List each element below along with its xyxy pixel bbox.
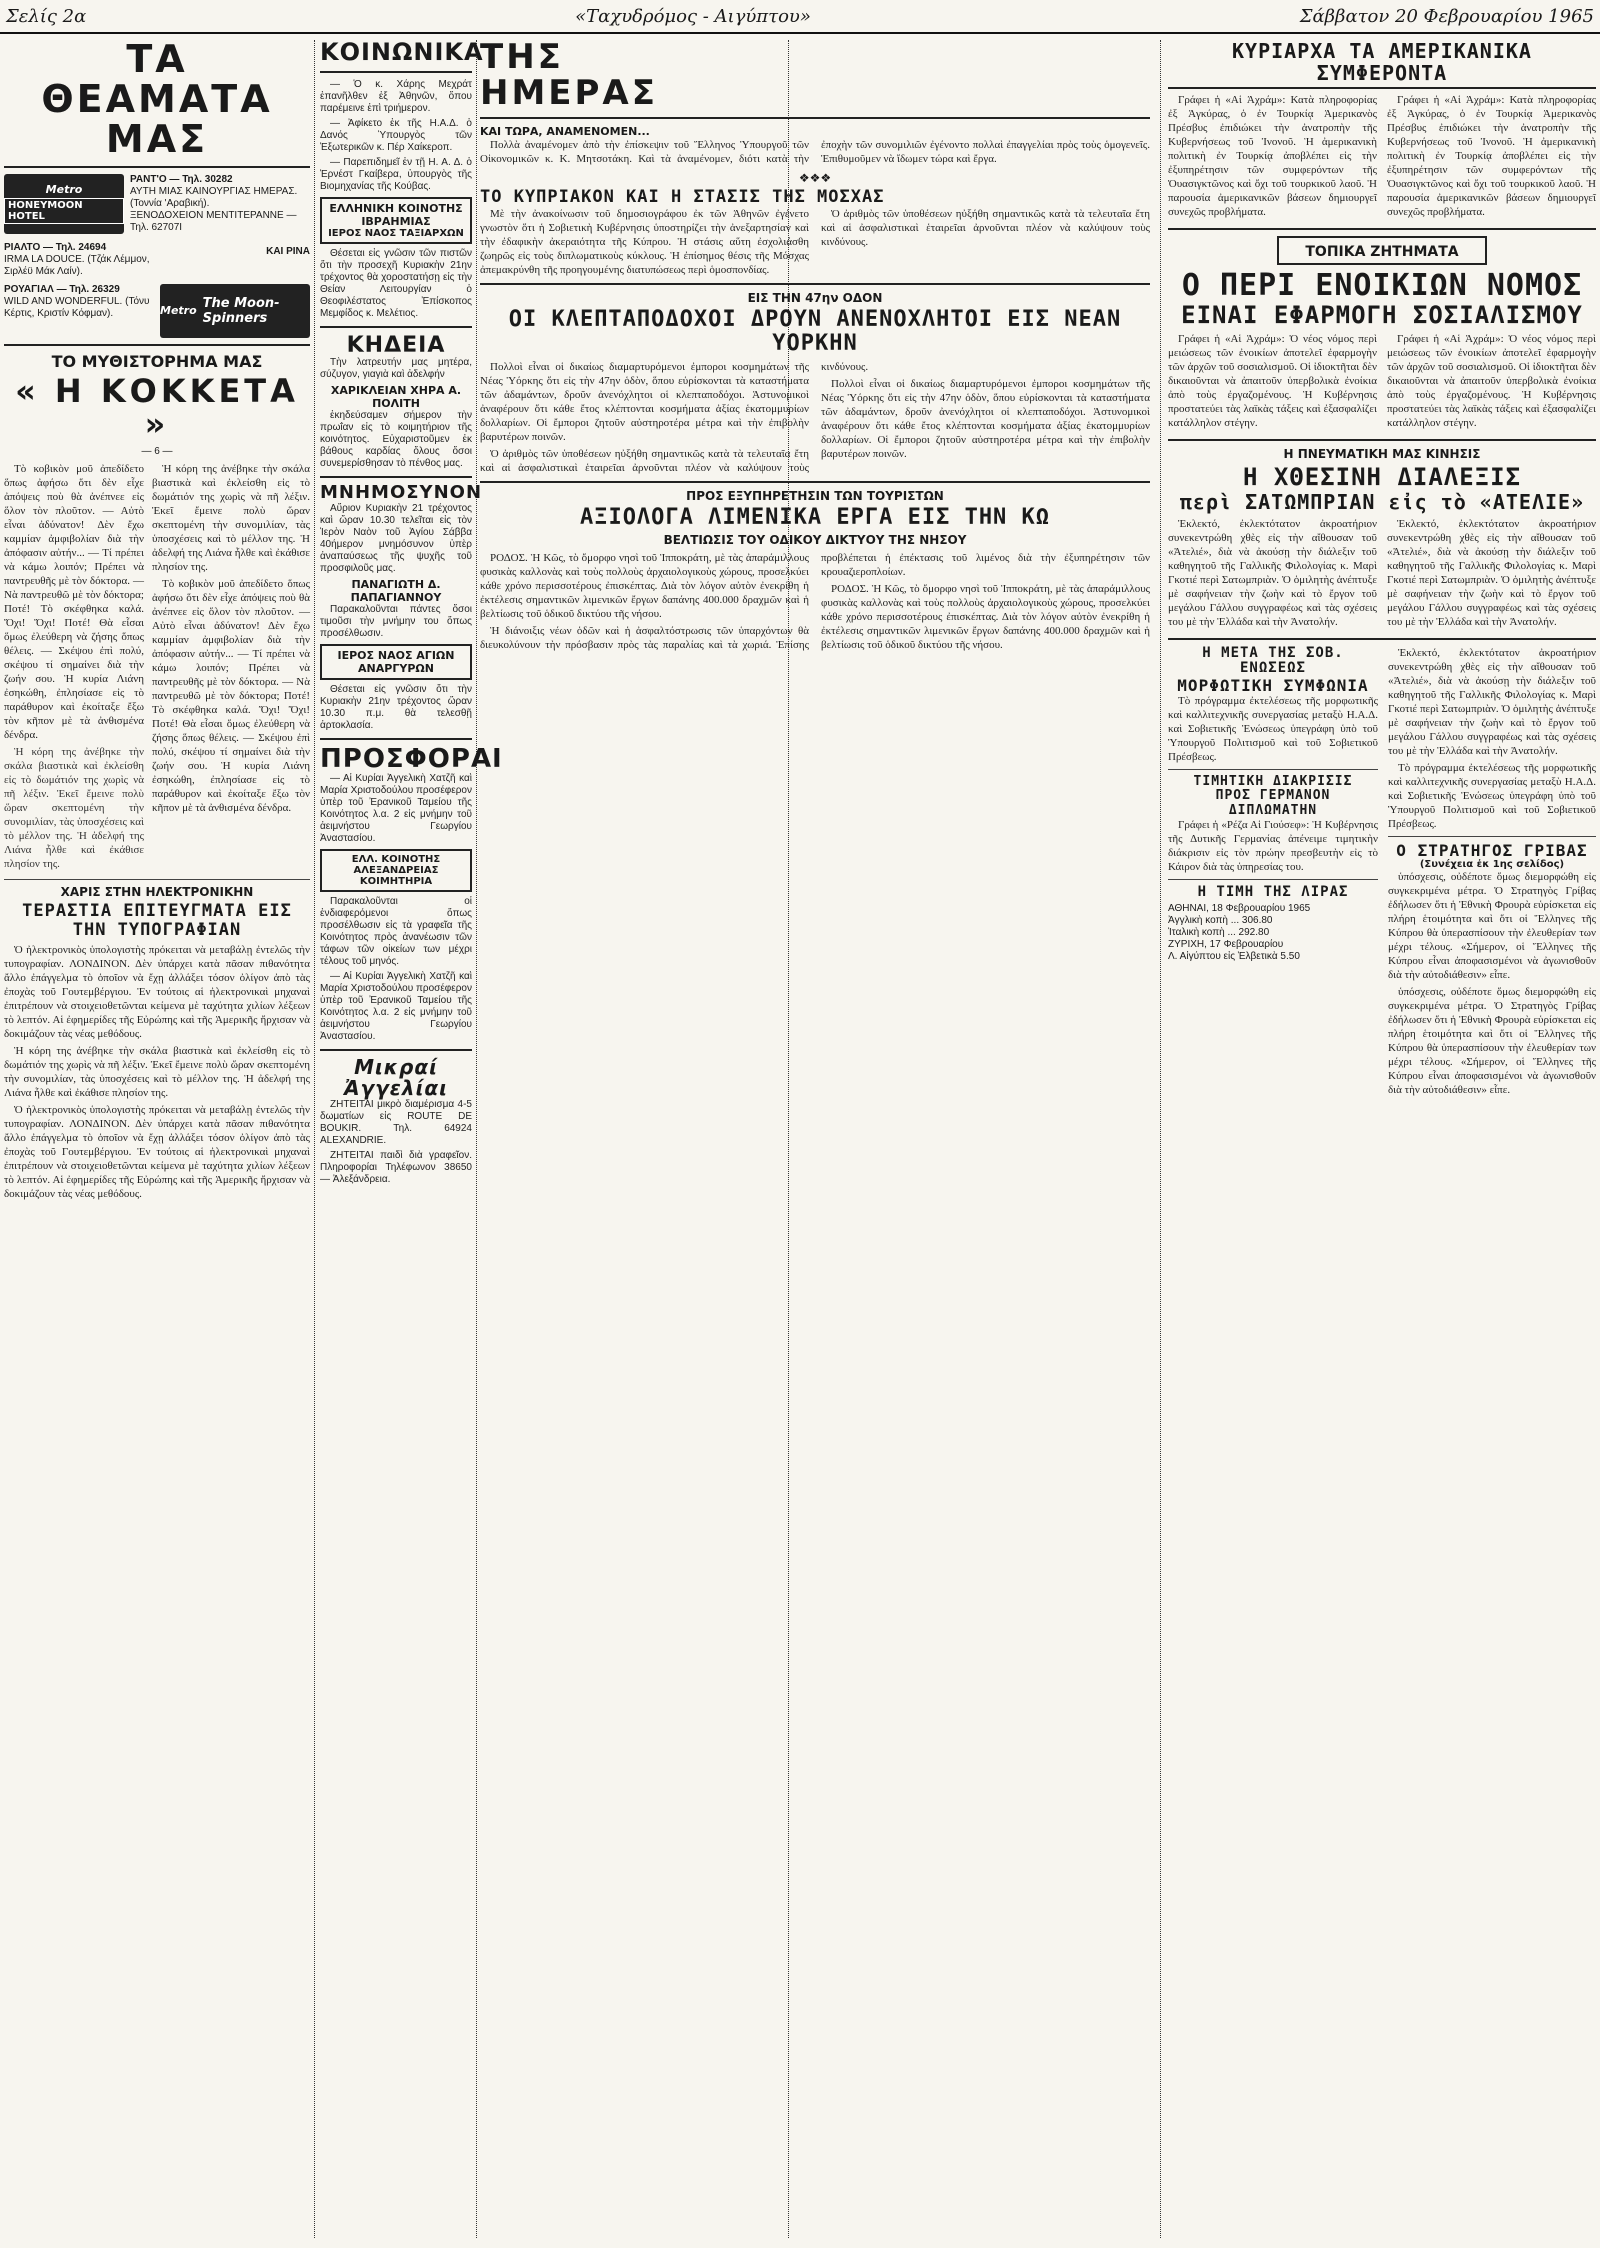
- exhibit-label: ΧΑΡΙΣ ΣΤΗΝ ΗΛΕΚΤΡΟΝΙΚΗΝ: [60, 884, 254, 899]
- column-rule: [476, 40, 477, 2238]
- divider: [320, 476, 472, 478]
- community-text-2: — Αἱ Κυρίαι Ἀγγελικὴ Χατζῆ καὶ Μαρία Χριστοδούλου προσέφερον ὑπὲρ τοῦ Ἐρανικοῦ Ταμείου τῆς Κοινότητος λ.α. 2 εἰς μνήμην τοῦ ἀειμνήστου Γεωργίου Ἀναστασίου.: [320, 971, 472, 1043]
- funeral-heading: ΚΗΔΕΙΑ: [346, 333, 446, 359]
- divider: [1388, 836, 1596, 837]
- ornament: ❖❖❖: [798, 170, 832, 185]
- church2-text: Θέσεται εἰς γνῶσιν ὅτι τὴν Κυριακὴν 21ην τρέχοντος ὥραν 10.30 π.μ. θὰ τελεσθῇ ἀρτοκλασία.: [320, 684, 472, 732]
- community-subtitle: ΚΟΙΜΗΤΗΡΙΑ: [359, 876, 433, 888]
- exhibit-text-2: Ἡ κόρη της ἀνέβηκε τὴν σκάλα βιαστικὰ καὶ ἐκλείσθη εἰς τὸ δωμάτιόν της χωρὶς νὰ πῆ λέξιν. Ἐκεῖ ἔμεινε πολὺ ὥραν σκεπτομένη τὴν συνομιλίαν, τὰς ὑποσχέσεις καὶ τὸ μέλλον της. Ἡ ἀδελφή της Λιάνα ἦλθε καὶ ἐκάθισε πλησίον της.: [4, 1045, 310, 1100]
- divider: [4, 879, 310, 880]
- us-interests-text: Γράφει ἡ «Αἱ Ἀχράμ»: Κατὰ πληροφορίας ἐξ Ἀγκύρας, ὁ ἐν Τουρκίᾳ Ἀμερικανὸς Πρέσβυς ἐπιδιώκει τὴν ἀνατροπὴν τῆς Κυβερνήσεως τοῦ Ἰνονοῦ. Ἡ ἀμερικανικὴ πολιτικὴ ἐν Τουρκίᾳ ἀποβλέπει εἰς τὴν ἐξυπηρέτησιν τῶν συμφερόντων τῆς Ὀυασιγκτῶνος καὶ ὄχι τοῦ τουρκικοῦ λαοῦ. Ἡ παρουσία ἀμερικανικῶν βάσεων δημιουργεῖ συνεχῶς προβλήματα.: [1168, 94, 1377, 218]
- classified-ad: ΖΗΤΕΙΤΑΙ παιδὶ διὰ γραφεῖον. Πληροφορίαι Τηλέφωνον 38650 — Ἀλεξάνδρεια.: [320, 1150, 472, 1186]
- kos-headline: ΑΞΙΟΛΟΓΑ ΛΙΜΕΝΙΚΑ ΕΡΓΑ ΕΙΣ ΤΗΝ ΚΩ: [579, 504, 1051, 530]
- ny-headline: ΟΙ ΚΛΕΠΤΑΠΟΔΟΧΟΙ ΔΡΟΥΝ ΑΝΕΝΟΧΛΗΤΟΙ ΕΙΣ ΝΕΑΝ ΥΟΡΚΗΝ: [508, 306, 1122, 356]
- grivas-continuation: (Συνέχεια ἐκ 1ης σελίδος): [1419, 859, 1565, 871]
- rent-law-headline-2: ΕΙΝΑΙ ΕΦΑΡΜΟΓΗ ΣΟΣΙΑΛΙΣΜΟΥ: [1181, 301, 1583, 329]
- lecture-continued-2: Τὸ πρόγραμμα ἐκτελέσεως τῆς μορφωτικῆς καὶ καλλιτεχνικῆς συνεργασίας μεταξὺ Η.Α.Δ. καὶ Σοβιετικῆς Ἑνώσεως ὑπεγράφη ὑπὸ τοῦ Ὑπουργοῦ Πολιτισμοῦ καὶ τοῦ Σοβιετικοῦ Πρέσβεως.: [1388, 761, 1596, 830]
- fx-line: ΑΘΗΝΑΙ, 18 Φεβρουαρίου 1965: [1168, 903, 1311, 915]
- us-interests-text-2: Γράφει ἡ «Αἱ Ἀχράμ»: Κατὰ πληροφορίας ἐξ Ἀγκύρας, ὁ ἐν Τουρκίᾳ Ἀμερικανὸς Πρέσβυς ἐπιδιώκει τὴν ἀνατροπὴν τῆς Κυβερνήσεως τοῦ Ἰνονοῦ. Ἡ ἀμερικανικὴ πολιτικὴ ἐν Τουρκίᾳ ἀποβλέπει εἰς τὴν ἐξυπηρέτησιν τῶν συμφερόντων τῆς Ὀυασιγκτῶνος καὶ ὄχι τοῦ τουρκικοῦ λαοῦ. Ἡ παρουσία ἀμερικανικῶν βάσεων δημιουργεῖ συνεχῶς προβλήματα.: [1387, 94, 1596, 218]
- social-item: — Παρεπιδημεῖ ἐν τῇ Η. Α. Δ. ὁ Ἐρνέστ Γκαίβερα, ὑπουργὸς τῆς Βιομηχανίας τῆς Κούβας.: [320, 157, 472, 193]
- ny-label: ΕΙΣ ΤΗΝ 47ην ΟΔΟΝ: [747, 290, 883, 305]
- lecture-headline-1: Η ΧΘΕΣΙΝΗ ΔΙΑΛΕΞΙΣ: [1242, 463, 1522, 492]
- funeral-text: Τὴν λατρευτήν μας μητέρα, σύζυγον, γιαγιὰ καὶ ἀδελφήν: [320, 357, 472, 381]
- funeral-name: ΧΑΡΙΚΛΕΙΑΝ ΧΗΡΑ Α. ΠΟΛΙΤΗ: [330, 384, 462, 411]
- exhibit-text-3: Ὁ ἠλεκτρονικὸς ὑπολογιστὴς πρόκειται νὰ μεταβάλῃ ἐντελῶς τὴν τυπογραφίαν. ΛΟΝΔΙΝΟΝ. Δὲν ὑπάρχει κατὰ πᾶσαν πιθανότητα ἄλλο ἐπάγγελμα τὸ ὁποῖον νὰ ἔχῃ ἀλλάξει τόσον ὀλίγον ἀπὸ τὰς ἐποχὰς τοῦ Γουτεμβέργιου. Ἐν τούτοις αἱ ἠλεκτρονικαὶ μηχαναὶ ἐπιτρέπουν νὰ στοιχειοθετῶνται κείμενα μὲ ταχύτητα χιλίων λέξεων τὸ λεπτόν. Αἱ ἐφημερίδες τῆς Εὐρώπης καὶ τῆς Ἀμερικῆς ἤρχισαν νὰ δοκιμάζουν τὰς νέας μεθόδους.: [4, 1104, 310, 1201]
- cinema-listing: ΡΟΥΑΓΙΑΛ — Τηλ. 26329: [4, 283, 120, 295]
- divider: [320, 326, 472, 328]
- kos-subheadline: ΒΕΛΤΙΩΣΙΣ ΤΟΥ ΟΔΙΚΟΥ ΔΙΚΤΥΟΥ ΤΗΣ ΝΗΣΟΥ: [663, 533, 967, 548]
- fx-line: Ἰταλικὴ κοπὴ ... 292.80: [1168, 927, 1270, 939]
- kos-text: ΡΟΔΟΣ. Ἡ Κῶς, τὸ ὄμορφο νησὶ τοῦ Ἱπποκράτη, μὲ τὰς ἀπαράμιλλους φυσικὰς καλλονὰς καὶ τοὺς πολλοὺς ἀρχαιολογικοὺς χώρους, προσελκύει κάθε χρόνο περισσοτέρους ἐπισκέπτας. Διὰ τὸν λόγον αὐτὸν ἐνεκρίθη ἡ ἐκτέλεσις σημαντικῶν λιμενικῶν ἔργων δαπάνης 400.000 δραχμῶν καὶ ἡ βελτίωσις τοῦ ὁδικοῦ δικτύου τῆς νήσου.: [480, 552, 809, 621]
- lead-subhead: ΚΑΙ ΤΩΡΑ, ΑΝΑΜΕΝΟΜΕΝ...: [480, 125, 650, 139]
- novel-part: — 6 —: [141, 445, 173, 457]
- offers-heading: ΠΡΟΣΦΟΡΑΙ: [320, 744, 503, 775]
- kos-text-3: ΡΟΔΟΣ. Ἡ Κῶς, τὸ ὄμορφο νησὶ τοῦ Ἱπποκράτη, μὲ τὰς ἀπαράμιλλους φυσικὰς καλλονὰς καὶ τοὺς πολλοὺς ἀρχαιολογικοὺς χώρους, προσελκύει κάθε χρόνο περισσοτέρους ἐπισκέπτας. Διὰ τὸν λόγον αὐτὸν ἐνεκρίθη ἡ ἐκτέλεσις σημαντικῶν λιμενικῶν ἔργων δαπάνης 400.000 δραχμῶν καὶ ἡ βελτίωσις τοῦ ὁδικοῦ δικτύου τῆς νήσου.: [821, 583, 1150, 652]
- community-box: [320, 849, 472, 892]
- divider: [4, 166, 310, 168]
- column-rule: [314, 40, 315, 2238]
- cinema-ad-moonspinners: [160, 284, 310, 338]
- community-text: Παρακαλοῦνται οἱ ἐνδιαφερόμενοι ὅπως προσέλθωσιν εἰς τὰ γραφεῖα τῆς Κοινότητος πρὸς ἀνανέωσιν τῶν τάφων τῶν οἰκείων των μέχρι τέλους τοῦ μηνός.: [320, 896, 472, 968]
- column-social: [320, 38, 503, 2238]
- divider: [1168, 228, 1596, 230]
- cyprus-headline: ΤΟ ΚΥΠΡΙΑΚΟΝ ΚΑΙ Η ΣΤΑΣΙΣ ΤΗΣ ΜΟΣΧΑΣ: [480, 186, 885, 207]
- fx-line: ΖΥΡΙΧΗ, 17 Φεβρουαρίου: [1168, 939, 1284, 951]
- ad-title: HONEYMOON HOTEL: [4, 198, 124, 224]
- fx-line: Λ. Αἰγύπτου εἰς Ἑλβετικὰ 5.50: [1168, 951, 1300, 963]
- ad-title: The Moon-Spinners: [202, 295, 280, 326]
- soviet-headline-1: Η ΜΕΤΑ ΤΗΣ ΣΟΒ. ΕΝΩΣΕΩΣ: [1202, 644, 1344, 677]
- ny-text-3: Πολλοὶ εἶναι οἱ δικαίως διαμαρτυρόμενοι ἐμποροι κοσμημάτων τῆς Νέας Ὑόρκης ὅτι εἰς τὴν 47ην ὁδὸν, ὅπου εὑρίσκονται τὰ καταστήματα τῶν ἀδαμάντων, δροῦν ἀνενόχλητοι οἱ κλεπταποδόχοι. Ἀστυνομικοὶ ἀναφέρουν ὅτι κάθε ἔτος κλέπτονται κοσμήματα ἀξίας ἑκατομμυρίων δολλαρίων. Οἱ ἔμποροι ζητοῦν αὐστηροτέρα μέτρα καὶ τὴν ἐπιβολὴν βαρυτέρων ποινῶν.: [821, 377, 1150, 460]
- cinema-listing: ΡΙΑΛΤΟ — Τηλ. 24694: [4, 241, 107, 253]
- social-item: — Ἀφίκετο ἐκ τῆς Η.Α.Δ. ὁ Δανός Ὑπουργὸς τῶν Ἐξωτερικῶν κ. Πέρ Χαίκεροπ.: [320, 118, 472, 154]
- divider: [1168, 638, 1596, 640]
- novel-text-continued: Ἡ κόρη της ἀνέβηκε τὴν σκάλα βιαστικὰ καὶ ἐκλείσθη εἰς τὸ δωμάτιόν της χωρὶς νὰ πῆ λέξιν. Ἐκεῖ ἔμεινε πολὺ ὥραν σκεπτομένη τὴν συνομιλίαν, τὰς ὑποσχέσεις καὶ τὸ μέλλον της. Ἡ ἀδελφή της Λιάνα ἦλθε καὶ ἐκάθισε πλησίον της.: [4, 745, 144, 870]
- memorial-text-2: Παρακαλοῦνται πάντες ὅσοι τιμοῦσι τὴν μνήμην του ὅπως προσέλθωσιν.: [320, 604, 472, 640]
- fx-line: Ἀγγλικὴ κοπὴ ... 306.80: [1168, 915, 1273, 927]
- column-today: [480, 37, 1150, 2238]
- local-issues-title: ΤΟΠΙΚΑ ΖΗΤΗΜΑΤΑ: [1305, 244, 1459, 260]
- novel-text-dup: Ἡ κόρη της ἀνέβηκε τὴν σκάλα βιαστικὰ καὶ ἐκλείσθη εἰς τὸ δωμάτιόν της χωρὶς νὰ πῆ λέξιν. Ἐκεῖ ἔμεινε πολὺ ὥραν σκεπτομένη τὴν συνομιλίαν, τὰς ὑποσχέσεις καὶ τὸ μέλλον της. Ἡ ἀδελφή της Λιάνα ἦλθε καὶ ἐκάθισε πλησίον της.: [152, 462, 310, 573]
- rent-law-text-2: Γράφει ἡ «Αἱ Ἀχράμ»: Ὁ νέος νόμος περὶ μειώσεως τῶν ἐνοικίων ἀποτελεῖ ἐφαρμογὴν τῶν ἀρχῶν τοῦ σοσιαλισμοῦ. Οἱ ἰδιοκτῆται δὲν δικαιοῦνται νὰ ἀπαιτοῦν ὑπερβολικὰ ἐνοίκια ἀπὸ τοὺς ἐργαζομένους. Ἡ Κυβέρνησις προστατεύει τὰς λαϊκὰς τάξεις καὶ ἐξασφαλίζει κατάλληλον στέγην.: [1387, 333, 1596, 430]
- masthead: [0, 0, 1600, 34]
- cinema-name: ΚΑΙ ΡΙΝΑ: [266, 245, 310, 257]
- grivas-text-2: ὑπόσχεσις, οὐδέποτε ὅμως διεμορφώθη εἰς συγκεκριμένα μέτρα. Ὁ Στρατηγὸς Γρίβας ἐδήλωσεν ὅτι ἡ Ἐθνικὴ Φρουρὰ εὑρίσκεται εἰς πλήρη ἑτοιμότητα καὶ ὅτι οἱ Ἕλληνες τῆς Κύπρου θὰ ὑπερασπίσουν τὴν ἐλευθερίαν των μέχρι τέλους. «Σήμερον, οἱ Ἕλληνες τῆς Κύπρου εἶναι ἀποφασισμένοι νὰ ἀγωνισθοῦν διὰ τὴν αὐτοδιάθεσιν» εἶπε.: [1388, 986, 1596, 1097]
- cinema-listing: ΡΑΝΤ'Ο — Τηλ. 30282: [130, 173, 233, 185]
- kos-text-2: Ἡ διάνοιξις νέων ὁδῶν καὶ ἡ ἀσφαλτόστρωσις τῶν ὑπαρχόντων θὰ διευκολύνουν τὴν πρόσβασιν πρὸς τὰς παραλίας καὶ τὰ χωριά. Ἐπίσης προβλέπεται ἡ ἐπέκτασις τοῦ λιμένος διὰ τὴν ἐξυπηρέτησιν τῶν κρουαζιεροπλοίων.: [480, 552, 1150, 652]
- honour-headline-2: ΠΡΟΣ ΓΕΡΜΑΝΟΝ ΔΙΠΛΩΜΑΤΗΝ: [1215, 788, 1331, 818]
- intellectual-label: Η ΠΝΕΥΜΑΤΙΚΗ ΜΑΣ ΚΙΝΗΣΙΣ: [1283, 447, 1481, 462]
- novel-text-dup2: Τὸ κοβικὸν μοῦ ἀπεδίδετο ὅπως ἀφήσω ὅτι δὲν εἶχε ἀπόψεις ποὺ θὰ ἀνέπνεε εἰς ὅλον τὸν πλοῦτον. — Αὐτὸ εἶναι ἀδύνατον! Δὲν ἔχω καμμίαν ἀμφιβολίαν διὰ τὴν ἀπόφασιν αὐτήν... — Τί πρέπει νὰ κάμω λοιπόν; Πρέπει νὰ παντρευθῆς μὲ τὸν δόκτορα. — Νὰ παντρευθῶ μὲ τὸν δόκτορα; Ποτέ! Τὸ σκέφθηκα καλά. Ὄχι! Ὄχι! Ποτέ! Θὰ εἶσαι ὅμως ἐλεύθερη νὰ ζήσης ὅπως θέλεις. — Σκέψου ἐπὶ πολύ, σκέψου τί σημαίνει διὰ τὴν ζωήν σου. Ἡ κυρία Λιάνη ἐσηκώθη, ἐπλησίασε εἰς τὸ παράθυρον καὶ ἐκοίταξε ἔξω τὸν κῆπον μὲ τὰ ἀνθισμένα δένδρα.: [152, 577, 310, 814]
- grivas-headline: Ο ΣΤΡΑΤΗΓΟΣ ΓΡΙΒΑΣ: [1396, 840, 1588, 860]
- church2-box: ΙΕΡΟΣ ΝΑΟΣ ΑΓΙΩΝ ΑΝΑΡΓΥΡΩΝ: [320, 644, 472, 680]
- rent-law-text: Γράφει ἡ «Αἱ Ἀχράμ»: Ὁ νέος νόμος περὶ μειώσεως τῶν ἐνοικίων ἀποτελεῖ ἐφαρμογὴν τῶν ἀρχῶν τοῦ σοσιαλισμοῦ. Οἱ ἰδιοκτῆται δὲν δικαιοῦνται νὰ ἀπαιτοῦν ὑπερβολικὰ ἐνοίκια ἀπὸ τοὺς ἐργαζομένους. Ἡ Κυβέρνησις προστατεύει τὰς λαϊκὰς τάξεις καὶ ἐξασφαλίζει κατάλληλον στέγην.: [1168, 333, 1377, 430]
- exhibit-text: Ὁ ἠλεκτρονικὸς ὑπολογιστὴς πρόκειται νὰ μεταβάλῃ ἐντελῶς τὴν τυπογραφίαν. ΛΟΝΔΙΝΟΝ. Δὲν ὑπάρχει κατὰ πᾶσαν πιθανότητα ἄλλο ἐπάγγελμα τὸ ὁποῖον νὰ ἔχῃ ἀλλάξει τόσον ὀλίγον ἀπὸ τὰς ἐποχὰς τοῦ Γουτεμβέργιου. Ἐν τούτοις αἱ ἠλεκτρονικαὶ μηχαναὶ ἐπιτρέπουν νὰ στοιχειοθετῶνται κείμενα μὲ ταχύτητα χιλίων λέξεων τὸ λεπτόν. Αἱ ἐφημερίδες τῆς Εὐρώπης καὶ τῆς Ἀμερικῆς ἤρχισαν νὰ δοκιμάζουν τὰς νέας μεθόδους.: [4, 944, 310, 1041]
- cyprus-text-2: Ὁ ἀριθμὸς τῶν ὑποθέσεων ηὐξήθη σημαντικῶς κατὰ τὰ τελευταῖα ἔτη καὶ αἱ ἀσφαλιστικαὶ ἑταιρεῖαι ἀρνοῦνται πλέον νὰ καλύψουν τοὺς κινδύνους.: [821, 207, 1150, 248]
- section-title-entertainment: ΤΑ ΘΕΑΜΑΤΑ ΜΑΣ: [41, 37, 273, 161]
- classified-ad: ΖΗΤΕΙΤΑΙ μικρὸ διαμέρισμα 4-5 δωματίων εἰς ROUTE DE BOUKIR. Τηλ. 64924 ALEXANDRIE.: [320, 1099, 472, 1147]
- us-interests-headline: ΚΥΡΙΑΡΧΑ ΤΑ ΑΜΕΡΙΚΑΝΙΚΑ ΣΥΜΦΕΡΟΝΤΑ: [1168, 40, 1596, 89]
- column-politics: [1168, 40, 1596, 2238]
- divider: [4, 344, 310, 346]
- cinema-ad-honeymoon: [4, 174, 124, 234]
- grivas-text: ὑπόσχεσις, οὐδέποτε ὅμως διεμορφώθη εἰς συγκεκριμένα μέτρα. Ὁ Στρατηγὸς Γρίβας ἐδήλωσεν ὅτι ἡ Ἐθνικὴ Φρουρὰ εὑρίσκεται εἰς πλήρη ἑτοιμότητα καὶ ὅτι οἱ Ἕλληνες τῆς Κύπρου θὰ ὑπερασπίσουν τὴν ἐλευθερίαν των μέχρι τέλους. «Σήμερον, οἱ Ἕλληνες τῆς Κύπρου εἶναι ἀποφασισμένοι νὰ ἀγωνισθοῦν διὰ τὴν αὐτοδιάθεσιν» εἶπε.: [1388, 871, 1596, 982]
- memorial-name: ΠΑΝΑΓΙΩΤΗ Δ. ΠΑΠΑΓΙΑΝΝΟΥ: [350, 578, 442, 605]
- church-notice-text: Θέσεται εἰς γνῶσιν τῶν πιστῶν ὅτι τὴν προσεχῆ Κυριακὴν 21ην τρέχοντος θὰ χοροστατήσῃ εἰς τὴν Θείαν Λειτουργίαν ὁ Θεοφιλέστατος Ἐπίσκοπος Μεμφίδος κ. Μελέτιος.: [320, 248, 472, 320]
- page-number: Σελίς 2α: [6, 5, 87, 27]
- lead-text: Πολλὰ ἀναμένομεν ἀπὸ τὴν ἐπίσκεψιν τοῦ Ἕλληνος Ὑπουργοῦ τῶν Οἰκονομικῶν κ. Κ. Μητσοτάκη. Καὶ τὰ ἀναμένομεν, διότι κατὰ τὴν ἐποχὴν τῶν συνομιλιῶν ἐγένοντο πολλαὶ ἐπαγγελίαι πρὸς τοὺς ὁμογενεῖς. Ἐπιθυμοῦμεν νὰ ἴδωμεν τώρα καὶ ἔργα.: [480, 139, 1150, 166]
- local-issues-label: [1277, 236, 1487, 265]
- church-notice-box: [320, 197, 472, 244]
- metro-logo: Metro: [160, 304, 197, 318]
- issue-date: Σάββατον 20 Φεβρουαρίου 1965: [1299, 5, 1594, 27]
- lecture-headline-2: περὶ ΣΑΤΩΜΠΡΙΑΝ εἰς τὸ «ΑΤΕΛΙΕ»: [1179, 489, 1585, 514]
- section-title-social: ΚΟΙΝΩΝΙΚΑ: [320, 38, 484, 66]
- divider: [480, 481, 1150, 483]
- section-title-today: ΤΗΣ ΗΜΕΡΑΣ: [480, 37, 658, 113]
- church-notice-title: ΕΛΛΗΝΙΚΗ ΚΟΙΝΟΤΗΣ ΙΒΡΑΗΜΙΑΣ: [329, 202, 463, 229]
- divider: [1168, 769, 1378, 770]
- soviet-headline-2: ΜΟΡΦΩΤΙΚΗ ΣΥΜΦΩΝΙΑ: [1177, 675, 1369, 695]
- ny-text-2: Ὁ ἀριθμὸς τῶν ὑποθέσεων ηὐξήθη σημαντικῶς κατὰ τὰ τελευταῖα ἔτη καὶ αἱ ἀσφαλιστικαὶ ἑταιρεῖαι ἀρνοῦνται πλέον νὰ καλύψουν τοὺς κινδύνους.: [480, 360, 869, 474]
- community-title: ΕΛΛ. ΚΟΙΝΟΤΗΣ ΑΛΕΞΑΝΔΡΕΙΑΣ: [351, 854, 441, 877]
- divider: [320, 738, 472, 740]
- divider: [480, 283, 1150, 285]
- lecture-continued: Ἐκλεκτό, ἐκλεκτότατον ἀκροατήριον συνεκεντρώθη χθὲς εἰς τὴν αἴθουσαν τοῦ «Ἀτελιέ», διὰ νὰ ἀκούσῃ τὴν διάλεξιν τοῦ καθηγητοῦ τῆς Γαλλικῆς Φιλολογίας κ. Μαρὶ Γκοτιέ περὶ Σατωμπριὰν. Ὁ ὁμιλητὴς ἀνέπτυξε μὲ σαφήνειαν τὴν ζωὴν καὶ τὸ ἔργον τοῦ μεγάλου Γάλλου συγγραφέως καὶ τὰς σχέσεις του μὲ τὴν Ἑλλάδα καὶ τὴν Ἀνατολήν.: [1388, 646, 1596, 757]
- memorial-text: Αὔριον Κυριακὴν 21 τρέχοντος καὶ ὥραν 10.30 τελεῖται εἰς τὸν Ἱερὸν Ναὸν τοῦ Ἁγίου Σάββα 40ήμερον μνημόσυνον ὑπὲρ ἀναπαύσεως τῆς ψυχῆς τοῦ προσφιλοῦς μας.: [320, 503, 472, 575]
- novel-label: ΤΟ ΜΥΘΙΣΤΟΡΗΜΑ ΜΑΣ: [51, 351, 263, 371]
- novel-text: Τὸ κοβικὸν μοῦ ἀπεδίδετο ὅπως ἀφήσω ὅτι δὲν εἶχε ἀπόψεις ποὺ θὰ ἀνέπνεε εἰς ὅλον τὸν πλοῦτον. — Αὐτὸ εἶναι ἀδύνατον! Δὲν ἔχω καμμίαν ἀμφιβολίαν διὰ τὴν ἀπόφασιν αὐτήν... — Τί πρέπει νὰ κάμω λοιπόν; Πρέπει νὰ παντρευθῆς μὲ τὸν δόκτορα. — Νὰ παντρευθῶ μὲ τὸν δόκτορα; Ποτέ! Τὸ σκέφθηκα καλά. Ὄχι! Ὄχι! Ποτέ! Θὰ εἶσαι ὅμως ἐλεύθερη νὰ ζήσης ὅπως θέλεις. — Σκέψου ἐπὶ πολύ, σκέψου τί σημαίνει διὰ τὴν ζωήν σου. Ἡ κυρία Λιάνη ἐσηκώθη, ἐπλησίασε εἰς τὸ παράθυρον καὶ ἐκοίταξε ἔξω τὸν κῆπον μὲ τὰ ἀνθισμένα δένδρα.: [4, 462, 144, 741]
- column-rule: [1160, 40, 1161, 2238]
- cyprus-text: Μὲ τὴν ἀνακοίνωσιν τοῦ δημοσιογράφου ἐκ τῶν Ἀθηνῶν ἐγένετο γνωστὸν ὅτι ἡ Σοβιετικὴ Κυβέρνησις ὑποστηρίζει τὴν ἀνεξαρτησίαν καὶ τὴν ἐδαφικὴν ἀκεραιότητα τῆς Κύπρου. Ἡ στάσις αὕτη ἐσχολιάσθη ζωηρῶς εἰς τοὺς διπλωματικοὺς κύκλους. Ἡ ἐπίσημος θέσις τῆς Μόσχας ἀπεμακρύνθη τῆς προηγουμένης διατυπώσεως περὶ ὁμοσπονδίας.: [480, 207, 809, 276]
- metro-logo: Metro: [45, 183, 83, 197]
- divider: [320, 71, 472, 73]
- kos-label: ΠΡΟΣ ΕΞΥΠΗΡΕΤΗΣΙΝ ΤΩΝ ΤΟΥΡΙΣΤΩΝ: [686, 488, 944, 503]
- divider: [480, 117, 1150, 119]
- church-notice-subtitle: ΙΕΡΟΣ ΝΑΟΣ ΤΑΞΙΑΡΧΩΝ: [328, 228, 464, 240]
- funeral-text-2: ἐκηδεύσαμεν σήμερον τὴν πρωΐαν εἰς τὸ κοιμητήριον τῆς κοινότητος. Εὐχαριστοῦμεν ἐκ βάθους καρδίας ὅλους ὅσοι συνεμερίσθησαν τὸ πένθος μας.: [320, 410, 472, 470]
- exhibit-title: ΤΕΡΑΣΤΙΑ ΕΠΙΤΕΥΓΜΑΤΑ ΕΙΣ ΤΗΝ ΤΥΠΟΓΡΑΦΙΑΝ: [22, 900, 292, 940]
- ny-text: Πολλοὶ εἶναι οἱ δικαίως διαμαρτυρόμενοι ἐμποροι κοσμημάτων τῆς Νέας Ὑόρκης ὅτι εἰς τὴν 47ην ὁδὸν, ὅπου εὑρίσκονται τὰ καταστήματα τῶν ἀδαμάντων, δροῦν ἀνενόχλητοι οἱ κλεπταποδόχοι. Ἀστυνομικοὶ ἀναφέρουν ὅτι κάθε ἔτος κλέπτονται κοσμήματα ἀξίας ἑκατομμυρίων δολλαρίων. Οἱ ἔμποροι ζητοῦν αὐστηροτέρα μέτρα καὶ τὴν ἐπιβολὴν βαρυτέρων ποινῶν.: [480, 360, 809, 443]
- lecture-text-2: Ἐκλεκτό, ἐκλεκτότατον ἀκροατήριον συνεκεντρώθη χθὲς εἰς τὴν αἴθουσαν τοῦ «Ἀτελιέ», διὰ νὰ ἀκούσῃ τὴν διάλεξιν τοῦ καθηγητοῦ τῆς Γαλλικῆς Φιλολογίας κ. Μαρὶ Γκοτιέ περὶ Σατωμπριὰν. Ὁ ὁμιλητὴς ἀνέπτυξε μὲ σαφήνειαν τὴν ζωὴν καὶ τὸ ἔργον τοῦ μεγάλου Γάλλου συγγραφέως καὶ τὰς σχέσεις του μὲ τὴν Ἑλλάδα καὶ τὴν Ἀνατολήν.: [1387, 517, 1596, 628]
- divider: [1168, 439, 1596, 441]
- honour-headline-1: ΤΙΜΗΤΙΚΗ ΔΙΑΚΡΙΣΙΣ: [1193, 774, 1353, 790]
- soviet-text: Τὸ πρόγραμμα ἐκτελέσεως τῆς μορφωτικῆς καὶ καλλιτεχνικῆς συνεργασίας μεταξὺ Η.Α.Δ. καὶ Σοβιετικῆς Ἑνώσεως ὑπεγράφη ὑπὸ τοῦ Ὑπουργοῦ Πολιτισμοῦ καὶ τοῦ Σοβιετικοῦ Πρέσβεως.: [1168, 695, 1378, 764]
- cinema-film: IRMA LA DOUCE. (Τζάκ Λέμμον, Σιρλέϋ Μάκ Λαίν).: [4, 253, 150, 277]
- divider: [320, 1049, 472, 1051]
- classifieds-heading: Μικραί Ἀγγελίαι: [344, 1055, 448, 1101]
- rent-law-headline-1: Ο ΠΕΡΙ ΕΝΟΙΚΙΩΝ ΝΟΜΟΣ: [1181, 268, 1583, 303]
- divider: [1168, 879, 1378, 880]
- offers-text: — Αἱ Κυρίαι Ἀγγελικὴ Χατζῆ καὶ Μαρία Χριστοδούλου προσέφερον ὑπὲρ τοῦ Ἐρανικοῦ Ταμείου τῆς Κοινότητος λ.α. 2 εἰς μνήμην τοῦ ἀειμνήστου Γεωργίου Ἀναστασίου.: [320, 773, 472, 845]
- newspaper-name: «Ταχυδρόμος - Αιγύπτου»: [575, 5, 811, 27]
- cinema-film: ΑΥΤΗ ΜΙΑΣ ΚΑΙΝΟΥΡΓΙΑΣ ΗΜΕΡΑΣ. (Τοννία 'Αραβική).: [130, 185, 298, 209]
- fx-headline: Η ΤΙΜΗ ΤΗΣ ΛΙΡΑΣ: [1197, 884, 1349, 901]
- honour-text: Γράφει ἡ «Ρέζα Αἱ Γιούσεφ»: Ἡ Κυβέρνησις τῆς Δυτικῆς Γερμανίας ἀπένειμε τιμητικὴν διάκρισιν εἰς τὸν πρώην πρεσβευτὴν εἰς τὸ Κάιρον διὰ τὰς ὑπηρεσίας του.: [1168, 819, 1378, 874]
- cinema-film: WILD AND WONDERFUL. (Τόνυ Κέρτις, Κριστίν Κόφμαν).: [4, 295, 150, 319]
- column-entertainment: [4, 37, 310, 2238]
- lecture-text: Ἐκλεκτό, ἐκλεκτότατον ἀκροατήριον συνεκεντρώθη χθὲς εἰς τὴν αἴθουσαν τοῦ «Ἀτελιέ», διὰ νὰ ἀκούσῃ τὴν διάλεξιν τοῦ καθηγητοῦ τῆς Γαλλικῆς Φιλολογίας κ. Μαρὶ Γκοτιέ περὶ Σατωμπριὰν. Ὁ ὁμιλητὴς ἀνέπτυξε μὲ σαφήνειαν τὴν ζωὴν καὶ τὸ ἔργον τοῦ μεγάλου Γάλλου συγγραφέως καὶ τὰς σχέσεις του μὲ τὴν Ἑλλάδα καὶ τὴν Ἀνατολήν.: [1168, 517, 1377, 628]
- memorial-heading: ΜΝΗΜΟΣΥΝΟΝ: [320, 482, 483, 504]
- novel-title: « Η ΚΟΚΚΕΤΑ »: [15, 371, 299, 444]
- cinema-extra: ΞΕΝΟΔΟΧΕΙΟΝ ΜΕΝΤΙΤΕΡΑΝΝΕ — Τηλ. 62707Ι: [130, 209, 297, 233]
- social-item: — Ὁ κ. Χάρης Μεχράτ ἐπανῆλθεν ἐξ Ἀθηνῶν, ὅπου παρέμεινε ἐπὶ τριήμερον.: [320, 79, 472, 115]
